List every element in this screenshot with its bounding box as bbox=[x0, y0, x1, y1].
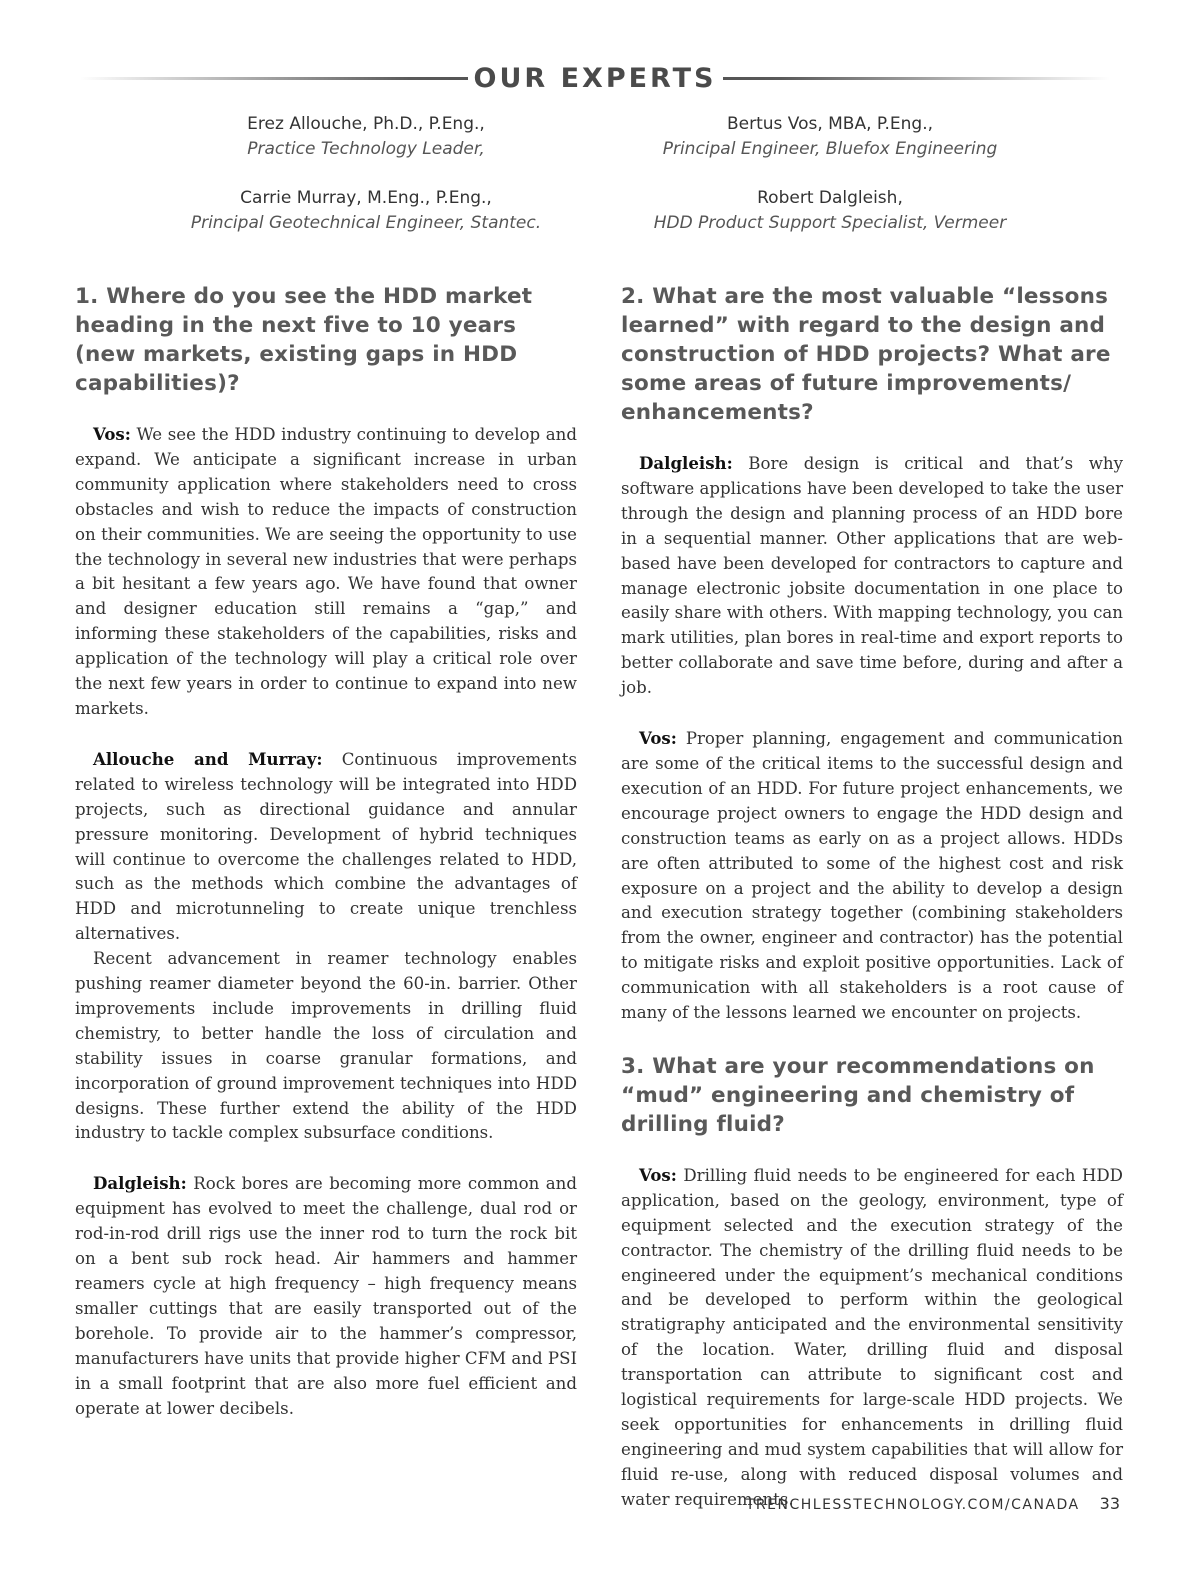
header-rule-left bbox=[80, 77, 468, 80]
expert-name: Bertus Vos, MBA, P.Eng., bbox=[726, 114, 934, 134]
answer-allouche-murray bbox=[75, 747, 577, 947]
section-title: OUR EXPERTS bbox=[473, 62, 717, 94]
page-footer bbox=[746, 1494, 1120, 1513]
speaker-label: Vos: bbox=[639, 1164, 677, 1185]
question-1-heading: 1. Where do you see the HDD market heading in the next five to 10 years (new markets, existing gaps in HDD capabilities)? bbox=[75, 284, 533, 396]
expert-name: Carrie Murray, M.Eng., P.Eng., bbox=[240, 188, 492, 208]
expert-role: Practice Technology Leader, bbox=[247, 139, 485, 159]
experts-list bbox=[0, 112, 1200, 242]
question-3-heading: 3. What are your recommendations on “mud” engineering and chemistry of drilling fluid? bbox=[621, 1053, 1095, 1137]
expert-name: Robert Dalgleish, bbox=[757, 188, 903, 208]
answer-text: Proper planning, engagement and communication are some of the critical items to the successful design and execution of an HDD. For future project enhancements, we encourage project owners to engage the HDD design and construction teams as early on as a project allows. HDDs are often attributed to some of the highest cost and risk exposure on a project and the ability to develop a design and execution strategy together (combining stakeholders from the owner, engineer and contractor) has the potential to mitigate risks and exploit positive opportunities. Lack of communication with all stakeholders is a root cause of many of the lessons learned we encounter on projects. bbox=[621, 729, 1123, 1023]
expert-murray bbox=[136, 186, 596, 236]
expert-role: Principal Geotechnical Engineer, Stantec. bbox=[190, 213, 542, 233]
answer-text: Rock bores are becoming more common and equipment has evolved to meet the challenge, dual rod or rod-in-rod drill rigs use the inner rod to turn the rock bit on a bent sub rock head. Air hammers and hammer reamers cycle at high frequency – high frequency means smaller cuttings that are easily transported out of the borehole. To provide air to the hammer’s compressor, manufacturers have units that provide higher CFM and PSI in a small footprint that are also more fuel efficient and operate at lower decibels. bbox=[75, 1174, 577, 1418]
footer-site: TRENCHLESSTECHNOLOGY.COM/CANADA bbox=[745, 1497, 1080, 1513]
answer-vos bbox=[75, 422, 577, 722]
left-column bbox=[75, 282, 577, 1421]
speaker-label: Dalgleish: bbox=[639, 453, 733, 473]
question-2-heading: 2. What are the most valuable “lessons learned” with regard to the design and construction of HDD projects? What are some areas of future improvements/ enhancements? bbox=[621, 284, 1111, 425]
answer-text: Continuous improvements related to wireless technology will be integrated into HDD projects, such as directional guidance and annular pressure monitoring. Development of hybrid techniques will continue to overcome the challenges related to HDD, such as the methods which combine the advantages of HDD and microtunneling to create unique trenchless alternatives. bbox=[75, 749, 577, 944]
page-number: 33 bbox=[1099, 1494, 1120, 1513]
answer-text: Drilling fluid needs to be engineered for each HDD application, based on the geology, environment, type of equipment selected and the execution strategy of the contractor. The chemistry of the drilling fluid needs to be engineered under the equipment’s mechanical conditions and be developed to perform within the geological stratigraphy anticipated and the environmental sensitivity of the location. Water, drilling fluid and disposal transportation can attribute to significant cost and logistical requirements for large-scale HDD projects. We seek opportunities for enhancements in drilling fluid engineering and mud system capabilities that will allow for fluid re-use, along with reduced disposal volumes and water requirements. bbox=[621, 1165, 1123, 1509]
answer-text: Bore design is critical and that’s why software applications have been developed to take the user through the design and planning process of an HDD bore in a sequential manner. Other applications that are web-based have been developed for contractors to capture and manage electronic jobsite documentation in one place to easily share with others. With mapping technology, you can mark utilities, plan bores in real-time and export reports to better collaborate and save time before, during and after a job. bbox=[621, 454, 1123, 698]
expert-role: HDD Product Support Specialist, Vermeer bbox=[653, 213, 1007, 233]
speaker-label: Dalgleish: bbox=[93, 1173, 187, 1194]
header-rule-right bbox=[723, 77, 1111, 80]
answer-dalgleish-q2 bbox=[621, 451, 1123, 701]
expert-name: Erez Allouche, Ph.D., P.Eng., bbox=[247, 114, 485, 134]
speaker-label: Vos: bbox=[93, 424, 131, 444]
speaker-label: Allouche and Murray: bbox=[93, 748, 323, 769]
page-header bbox=[80, 58, 1110, 98]
expert-vos bbox=[600, 112, 1060, 162]
speaker-label: Vos: bbox=[639, 728, 677, 749]
answer-text: We see the HDD industry continuing to develop and expand. We anticipate a significant increase in urban community application where stakeholders need to cross obstacles and wish to reduce the impacts of construction on their communities. We are seeing the opportunity to use the technology in several new industries that were perhaps a bit hesitant a few years ago. We have found that owner and designer education still remains a “gap,” and informing these stakeholders of the capabilities, risks and application of the technology will play a critical role over the next few years in order to continue to expand into new markets. bbox=[75, 425, 577, 718]
answer-vos-q3 bbox=[621, 1163, 1123, 1513]
right-column bbox=[621, 282, 1123, 1513]
answer-allouche-murray-continued: Recent advancement in reamer technology enables pushing reamer diameter beyond the 60-in. barrier. Other improvements include improvements in drilling fluid chemistry, to better handle the loss of circulation and stability issues in coarse granular formations, and incorporation of ground improvement techniques into HDD designs. These further extend the ability of the HDD industry to tackle complex subsurface conditions. bbox=[75, 949, 577, 1143]
expert-allouche bbox=[136, 112, 596, 162]
expert-role: Principal Engineer, Bluefox Engineering bbox=[662, 139, 998, 159]
answer-dalgleish bbox=[75, 1171, 577, 1421]
expert-dalgleish bbox=[600, 186, 1060, 236]
answer-vos-q2 bbox=[621, 726, 1123, 1026]
